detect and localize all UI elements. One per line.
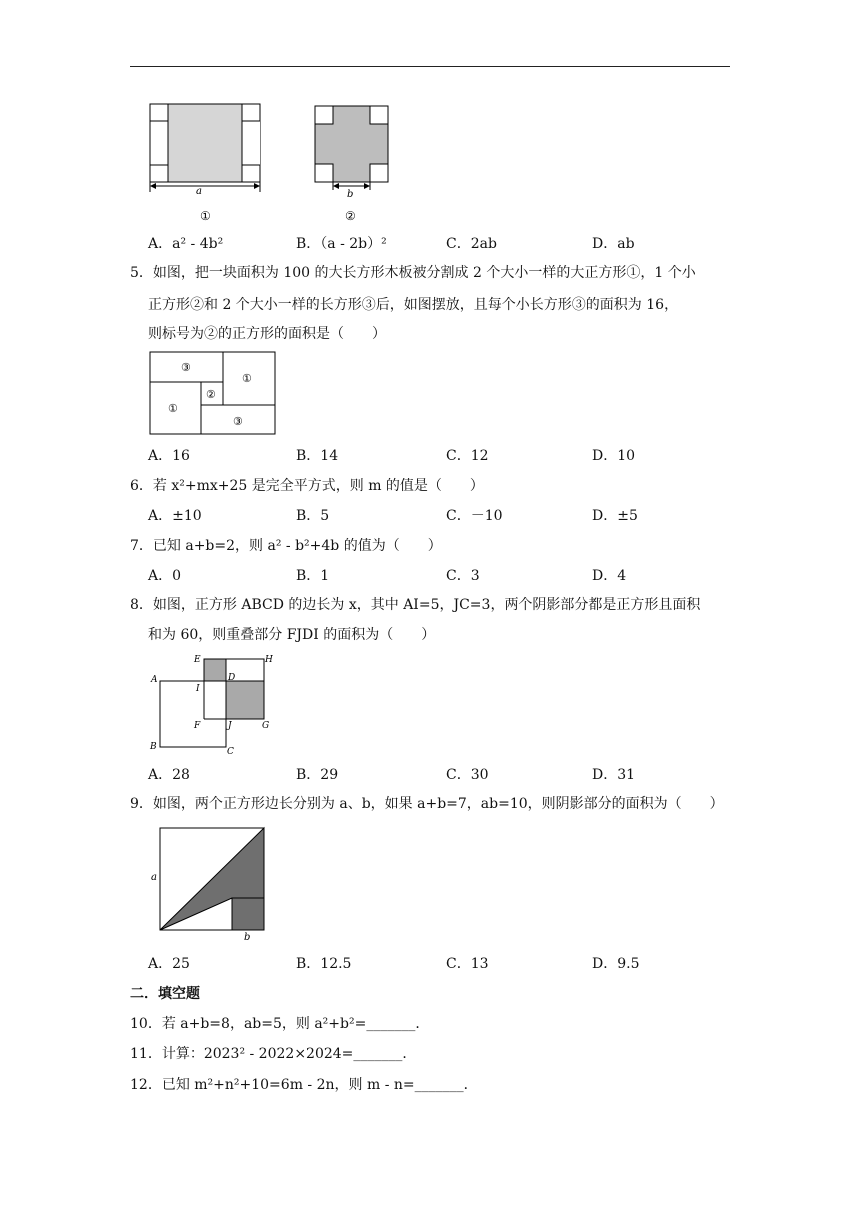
q8-label-j: J xyxy=(228,721,232,731)
q9-option-a: A．25 xyxy=(148,956,190,972)
q12-stem: 12．已知 m²+n²+10=6m - 2n，则 m - n=_______． xyxy=(130,1077,478,1093)
q8-label-e: E xyxy=(194,655,201,665)
q6-option-c: C．－10 xyxy=(446,508,503,524)
q9-label-b: b xyxy=(244,932,251,943)
q7-option-a: A．0 xyxy=(148,568,182,584)
q8-figure xyxy=(146,650,276,756)
q8-label-d: D xyxy=(228,673,236,683)
q4-option-d: D．ab xyxy=(592,236,635,252)
q7-option-b: B．1 xyxy=(296,568,330,584)
fig1-caption: ① xyxy=(200,209,211,223)
fig2-caption: ② xyxy=(345,209,356,223)
q11-stem: 11．计算：2023² - 2022×2024=_______． xyxy=(130,1046,417,1062)
fig1-dim-label: a xyxy=(196,186,202,197)
q4-figure-2 xyxy=(312,104,392,226)
q8-label-a: A xyxy=(151,675,158,685)
fig2-dim-label: b xyxy=(347,189,354,200)
q8-label-i: I xyxy=(196,684,200,694)
q7-option-d: D．4 xyxy=(592,568,627,584)
q5-stem-line-3: 则标号为②的正方形的面积是（ ） xyxy=(148,326,386,342)
q4-option-c: C．2ab xyxy=(446,236,497,252)
q6-stem: 6．若 x²+mx+25 是完全平方式，则 m 的值是（ ） xyxy=(130,478,484,494)
q9-stem: 9．如图，两个正方形边长分别为 a、b，如果 a+b=7，ab=10，则阴影部分的面积为（ ） xyxy=(130,796,724,812)
q5-label-1-right: ① xyxy=(242,372,252,385)
q4-figure-1 xyxy=(148,102,264,226)
q5-label-2: ② xyxy=(206,388,216,401)
q5-label-3-top: ③ xyxy=(181,361,191,374)
q8-stem-line-2: 和为 60，则重叠部分 FJDI 的面积为（ ） xyxy=(148,627,436,643)
q5-stem-line-2: 正方形②和 2 个大小一样的长方形③后，如图摆放，且每个小长方形③的面积为 16， xyxy=(148,297,679,313)
q5-label-1-left: ① xyxy=(168,402,178,415)
q8-label-h: H xyxy=(265,655,273,665)
header-rule xyxy=(130,66,730,67)
q9-option-b: B．12.5 xyxy=(296,956,352,972)
q5-stem-line-1: 5．如图，把一块面积为 100 的大长方形木板被分割成 2 个大小一样的大正方形①，1 个小 xyxy=(130,265,696,281)
q5-figure xyxy=(149,351,279,437)
q8-label-f: F xyxy=(194,721,201,731)
q5-option-b: B．14 xyxy=(296,448,339,464)
q8-option-a: A．28 xyxy=(148,767,190,783)
q9-label-a: a xyxy=(151,872,157,883)
section-title: 二．填空题 xyxy=(130,986,200,1002)
q6-option-d: D．±5 xyxy=(592,508,638,524)
q8-option-b: B．29 xyxy=(296,767,339,783)
q9-figure xyxy=(148,822,270,944)
q8-label-g: G xyxy=(262,721,270,731)
q5-option-c: C．12 xyxy=(446,448,489,464)
q8-label-c: C xyxy=(227,747,234,756)
q6-option-b: B．5 xyxy=(296,508,330,524)
q4-option-b: B．（a - 2b）² xyxy=(296,236,387,252)
q9-option-c: C．13 xyxy=(446,956,489,972)
q7-stem: 7．已知 a+b=2，则 a² - b²+4b 的值为（ ） xyxy=(130,538,442,554)
q8-option-d: D．31 xyxy=(592,767,636,783)
q6-option-a: A．±10 xyxy=(148,508,202,524)
q8-stem-line-1: 8．如图，正方形 ABCD 的边长为 x，其中 AI=5，JC=3，两个阴影部分都是正方形且面积 xyxy=(130,597,701,613)
q5-label-3-bottom: ③ xyxy=(233,415,243,428)
q7-option-c: C．3 xyxy=(446,568,480,584)
q5-option-a: A．16 xyxy=(148,448,190,464)
q5-option-d: D．10 xyxy=(592,448,636,464)
q8-option-c: C．30 xyxy=(446,767,489,783)
q4-option-a: A．a² - 4b² xyxy=(148,236,224,252)
q9-option-d: D．9.5 xyxy=(592,956,640,972)
q8-label-b: B xyxy=(150,742,157,752)
q10-stem: 10．若 a+b=8，ab=5，则 a²+b²=_______． xyxy=(130,1016,430,1032)
